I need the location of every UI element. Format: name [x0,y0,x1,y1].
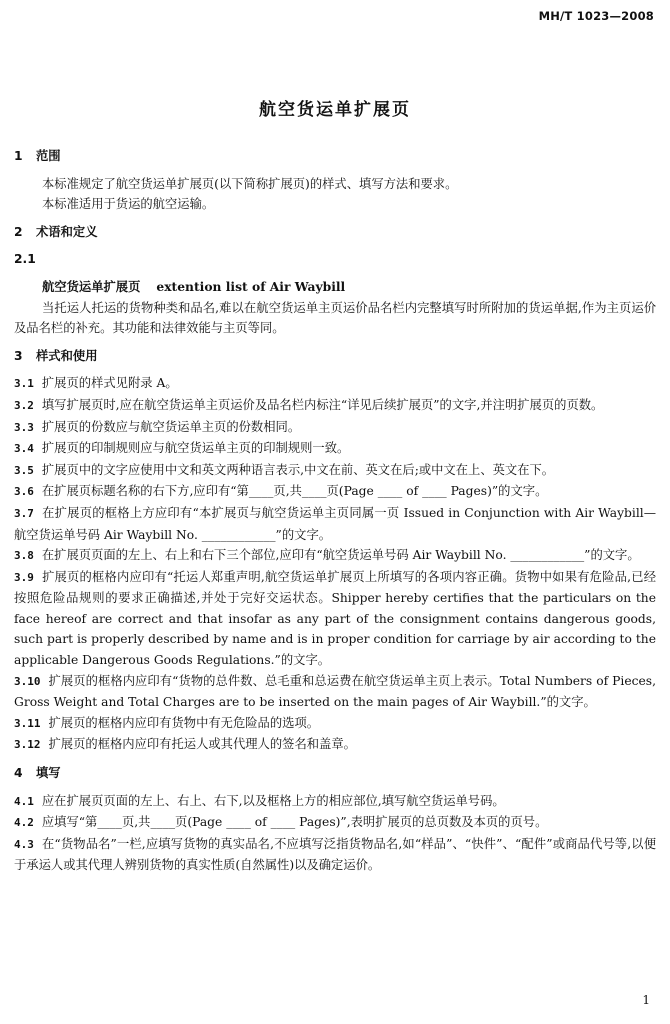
term-english: extention list of Air Waybill [156,278,346,294]
section-number: 1 [14,149,23,163]
clause-item [14,567,656,671]
clause-text: 在“货物品名”一栏,应填写货物的真实品名,不应填写泛指货物品名,如“样品”、“快件”、“配件”或商品代号等,以便于承运人或其代理人辨别货物的真实性质(自然属性)以及确定运价。 [14,836,656,873]
clause-text: 扩展页的框格内应印有货物中有无危险品的选项。 [48,715,320,730]
document-title: 航空货运单扩展页 [259,100,411,120]
section-4-items [14,791,656,876]
section-title: 填写 [36,766,61,781]
term-definition: 当托运人托运的货物种类和品名,难以在航空货运单主页运价品名栏内完整填写时所附加的货运单据,作为主页运价及品名栏的补充。其功能和法律效能与主页等同。 [14,300,656,336]
section-title: 术语和定义 [36,224,98,239]
clause-number: 3.12 [14,738,41,752]
section-number: 3 [14,348,23,363]
section-heading-4 [14,763,656,784]
clause-item [14,834,656,876]
clause-text: 填写扩展页时,应在航空货运单主页运价及品名栏内标注“详见后续扩展页”的文字,并注明扩展页的页数。 [41,397,604,412]
clause-text: 应在扩展页页面的左上、右上、右下,以及框格上方的相应部位,填写航空货运单号码。 [41,793,505,808]
clause-item [14,671,656,713]
section-number: 4 [14,766,23,781]
clause-item [14,734,656,756]
document-body [14,146,656,876]
clause-item [14,438,656,460]
scope-paragraph: 本标准适用于货运的航空运输。 [42,197,215,212]
clause-number: 3.7 [14,506,34,520]
section-heading-2-1 [14,249,656,270]
clause-number: 3.1 [14,377,34,391]
clause-text: 扩展页的框格内应印有托运人或其代理人的签名和盖章。 [48,737,356,752]
clause-number: 4.1 [14,794,34,808]
standard-id: MH/T 1023—2008 [538,9,654,23]
section-number: 2.1 [14,252,36,267]
clause-number: 3.4 [14,442,34,456]
clause-number: 3.10 [14,674,41,688]
term-chinese: 航空货运单扩展页 [42,278,141,294]
clause-number: 3.8 [14,549,34,563]
section-3-items [14,373,656,756]
clause-item [14,373,656,395]
clause-item [14,481,656,503]
page-number: 1 [642,993,650,1007]
clause-text: 扩展页的框格内应印有“货物的总件数、总毛重和总运费在航空货运单主页上表示。Total Numbers of Pieces, Gross Weight and Total Charges are to be inserted on the main pages of Air Waybill.”的文字。 [14,673,656,710]
clause-text: 在扩展页的框格上方应印有“本扩展页与航空货运单主页同属一页 Issued in Conjunction with Air Waybill—航空货运单号码 Air Waybill No. ____________”的文字。 [14,505,656,542]
clause-number: 3.5 [14,463,34,477]
clause-item [14,417,656,439]
clause-text: 扩展页的框格内应印有“托运人郑重声明,航空货运单扩展页上所填写的各项内容正确。货物中如果有危险品,已经按照危险品规则的要求正确描述,并处于完好交运状态。Shipper hereby certifies that the particulars on the face hereof are correct and that insofar as any part of the consignment contains dangerous goods, such part is properly described by name and is in proper condition for carriage by air according to the applicable Dangerous Goods Regulations.”的文字。 [14,569,656,668]
section-heading-3 [14,346,656,367]
clause-text: 应填写“第____页,共____页(Page ____ of ____ Pages)”,表明扩展页的总页数及本页的页号。 [41,815,548,830]
clause-text: 在扩展页标题名称的右下方,应印有“第____页,共____页(Page ____ of ____ Pages)”的文字。 [41,484,548,499]
section-heading-2 [14,222,656,243]
section-heading-1 [14,146,656,167]
section-title: 样式和使用 [36,348,98,363]
clause-item [14,545,656,567]
clause-number: 4.3 [14,837,34,851]
clause-item [14,713,656,735]
clause-item [14,503,656,545]
clause-item [14,395,656,417]
clause-item [14,460,656,482]
clause-number: 3.3 [14,420,34,434]
clause-item [14,791,656,813]
term-entry [42,277,656,298]
clause-number: 3.2 [14,398,34,412]
clause-text: 在扩展页页面的左上、右上和右下三个部位,应印有“航空货运单号码 Air Waybill No. ____________”的文字。 [41,548,640,563]
clause-item [14,812,656,834]
section-title: 范围 [36,149,61,163]
scope-paragraph: 本标准规定了航空货运单扩展页(以下简称扩展页)的样式、填写方法和要求。 [42,176,458,191]
clause-text: 扩展页中的文字应使用中文和英文两种语言表示,中文在前、英文在后;或中文在上、英文在下。 [41,462,555,477]
section-number: 2 [14,224,23,239]
clause-text: 扩展页的份数应与航空货运单主页的份数相同。 [41,419,301,434]
clause-text: 扩展页的印制规则应与航空货运单主页的印制规则一致。 [41,441,350,456]
clause-text: 扩展页的样式见附录 A。 [41,376,178,391]
clause-number: 3.11 [14,716,41,730]
clause-number: 3.9 [14,570,34,584]
clause-number: 4.2 [14,816,34,830]
clause-number: 3.6 [14,485,34,499]
